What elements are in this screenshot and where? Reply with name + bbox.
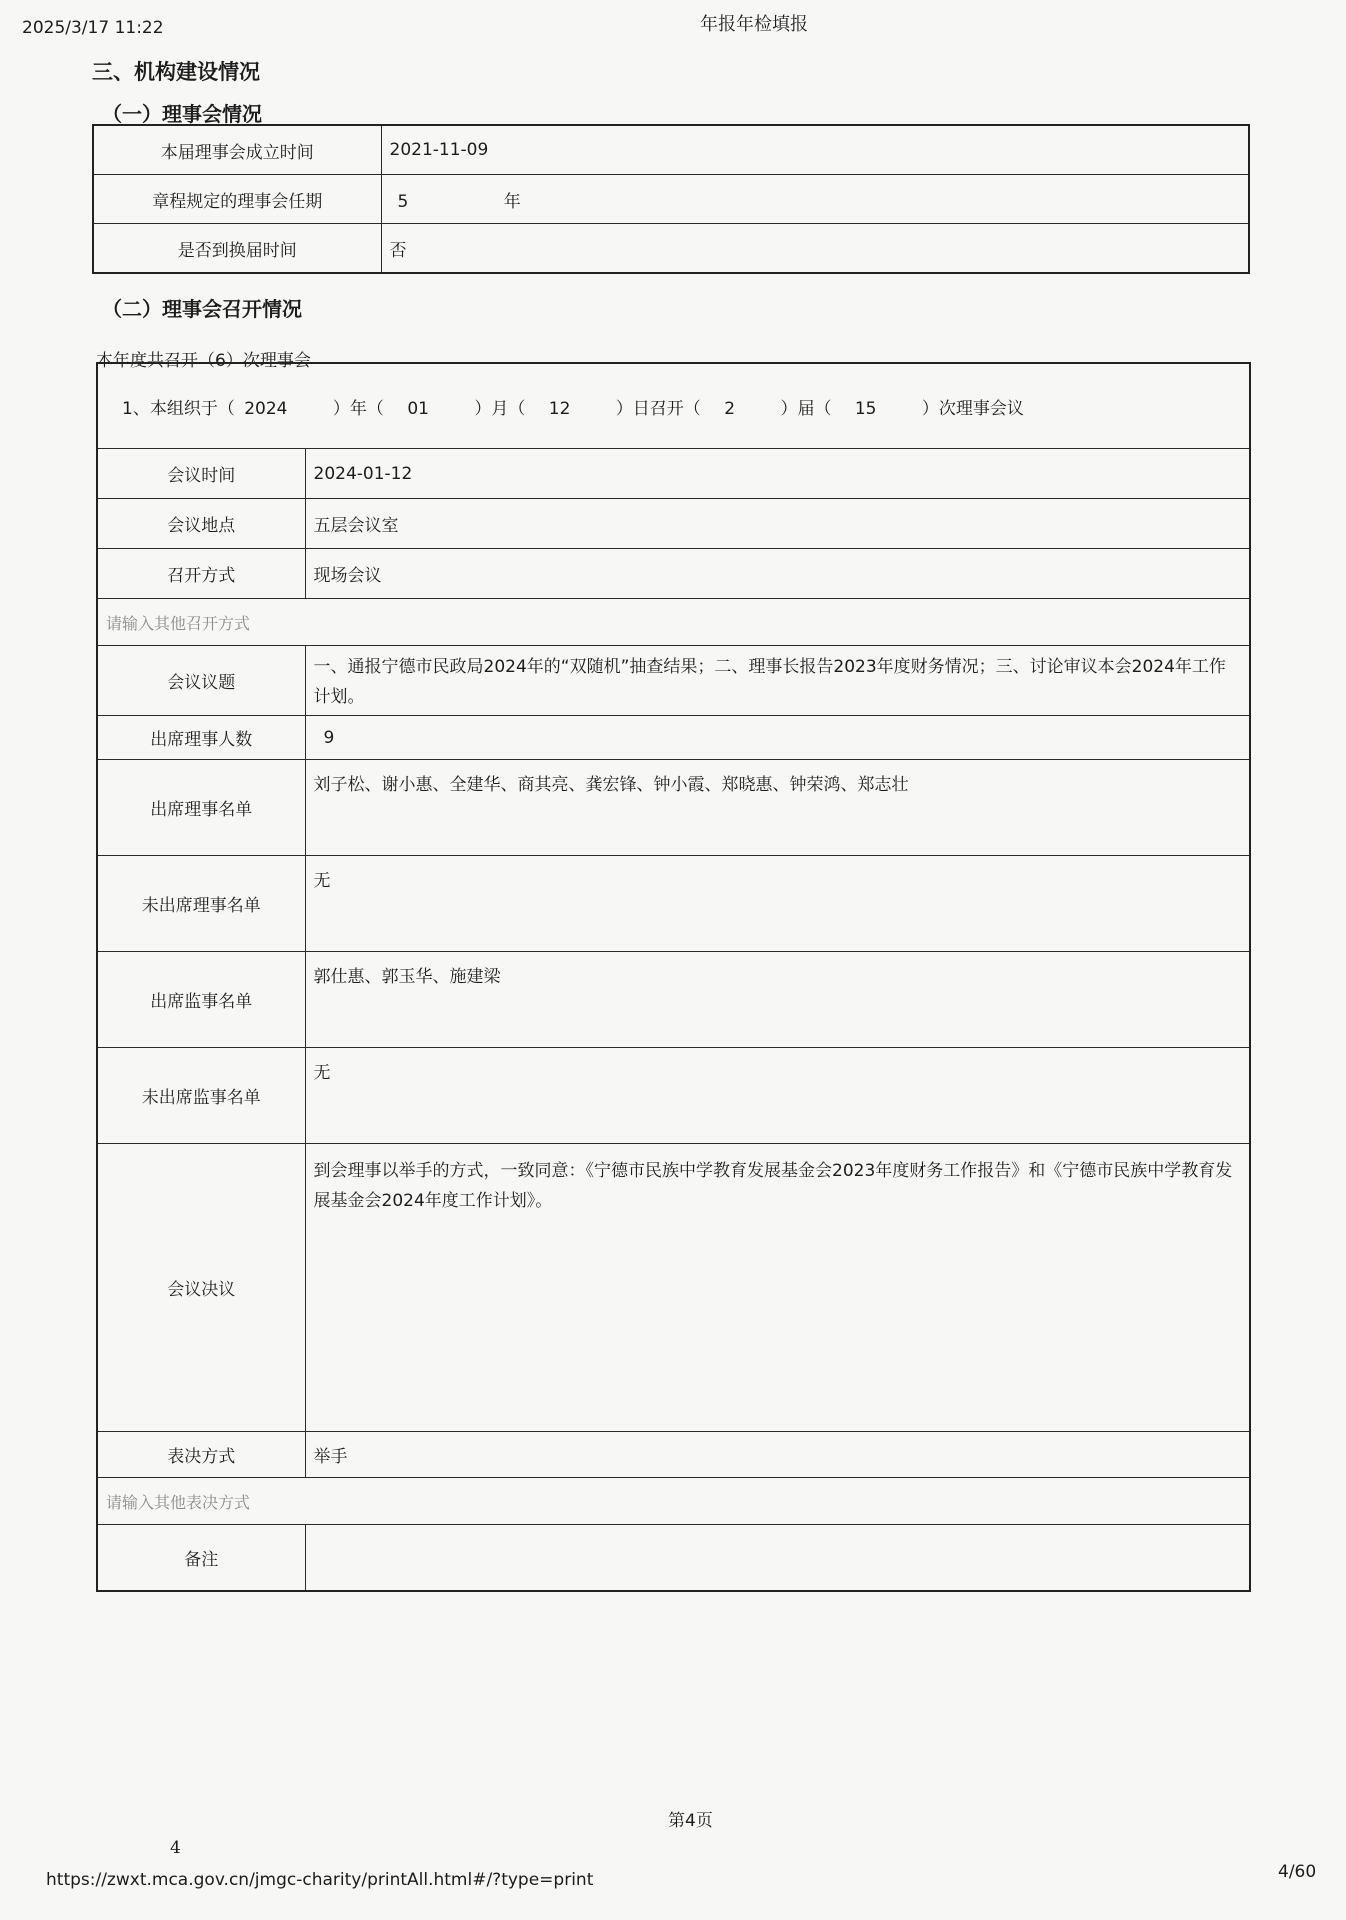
meeting-line-text: ）年（ [332,398,384,419]
board-info-title: （一）理事会情况 [102,102,262,126]
vote-method-label: 表决方式 [97,1432,305,1478]
table-row [97,1432,1250,1478]
board-term-value: 5 [397,191,409,212]
print-header-title: 年报年检填报 [700,14,808,35]
meeting-time-value: 2024-01-12 [305,449,1250,499]
attend-count-label: 出席理事人数 [97,716,305,760]
vote-method-value: 举手 [305,1432,1250,1478]
page-label: 第4页 [668,1811,713,1831]
meeting-place-value: 五层会议室 [305,499,1250,549]
resolution-label: 会议决议 [97,1144,305,1432]
meeting-line-text: 1、本组织于（ [122,398,235,419]
other-vote-input[interactable]: 请输入其他表决方式 [97,1478,1250,1525]
footer-page-count: 4/60 [1278,1862,1317,1882]
section-title: 三、机构建设情况 [92,60,260,84]
table-row [97,646,1250,716]
attend-list-label: 出席理事名单 [97,760,305,856]
term-expired-label: 是否到换届时间 [93,224,381,274]
meeting-session: 2 [724,398,736,419]
board-term-label: 章程规定的理事会任期 [93,175,381,224]
table-row [97,856,1250,952]
attend-count-value: 9 [305,716,1250,760]
remark-label: 备注 [97,1525,305,1591]
print-datetime: 2025/3/17 11:22 [22,18,164,38]
table-row [97,499,1250,549]
table-row [97,716,1250,760]
table-row [97,1048,1250,1144]
absent-list-label: 未出席理事名单 [97,856,305,952]
table-row [97,760,1250,856]
table-row [97,1525,1250,1591]
term-expired-value: 否 [381,224,1249,274]
table-row [97,599,1250,646]
supervisors-label: 出席监事名单 [97,952,305,1048]
footer-url: https://zwxt.mca.gov.cn/jmgc-charity/printAll.html#/?type=print [46,1870,594,1890]
meeting-topic-label: 会议议题 [97,646,305,716]
meeting-summary-line [97,363,1250,449]
table-row [97,363,1250,449]
board-term-unit: 年 [503,191,521,212]
table-row [97,549,1250,599]
other-method-input[interactable]: 请输入其他召开方式 [97,599,1250,646]
remark-value[interactable] [305,1525,1250,1591]
table-row [97,1478,1250,1525]
meeting-line-text: ）届（ [780,398,832,419]
meeting-line-text: ）次理事会议 [921,398,1024,419]
meeting-place-label: 会议地点 [97,499,305,549]
attend-list-value: 刘子松、谢小惠、全建华、商其亮、龚宏锋、钟小霞、郑晓惠、钟荣鸿、郑志壮 [305,760,1250,856]
absent-supervisors-value: 无 [305,1048,1250,1144]
resolution-value: 到会理事以举手的方式，一致同意：《宁德市民族中学教育发展基金会2023年度财务工作报告》和《宁德市民族中学教育发展基金会2024年度工作计划》。 [305,1144,1250,1432]
table-row [97,449,1250,499]
board-established-label: 本届理事会成立时间 [93,125,381,175]
meeting-method-value: 现场会议 [305,549,1250,599]
table-row [93,125,1249,175]
meeting-topic-value: 一、通报宁德市民政局2024年的“双随机”抽查结果；二、理事长报告2023年度财务情况；三、讨论审议本会2024年工作计划。 [305,646,1250,716]
meeting-count-line: 本年度共召开（6）次理事会 [96,351,311,371]
board-established-value: 2021-11-09 [381,125,1249,175]
meeting-month: 01 [407,398,429,419]
meeting-table [96,362,1251,1592]
table-row [97,1144,1250,1432]
meeting-line-text: ）日召开（ [615,398,701,419]
table-row [93,224,1249,274]
board-term-cell [381,175,1249,224]
absent-list-value: 无 [305,856,1250,952]
absent-supervisors-label: 未出席监事名单 [97,1048,305,1144]
meeting-time-label: 会议时间 [97,449,305,499]
meeting-number: 15 [854,398,877,419]
meetings-title: （二）理事会召开情况 [102,297,302,321]
page-number-small: 4 [170,1838,181,1858]
supervisors-value: 郭仕惠、郭玉华、施建梁 [305,952,1250,1048]
table-row [93,175,1249,224]
board-info-table [92,124,1250,274]
table-row [97,952,1250,1048]
meeting-year: 2024 [244,398,288,419]
meeting-day: 12 [548,398,571,419]
meeting-line-text: ）月（ [474,398,526,419]
meeting-method-label: 召开方式 [97,549,305,599]
